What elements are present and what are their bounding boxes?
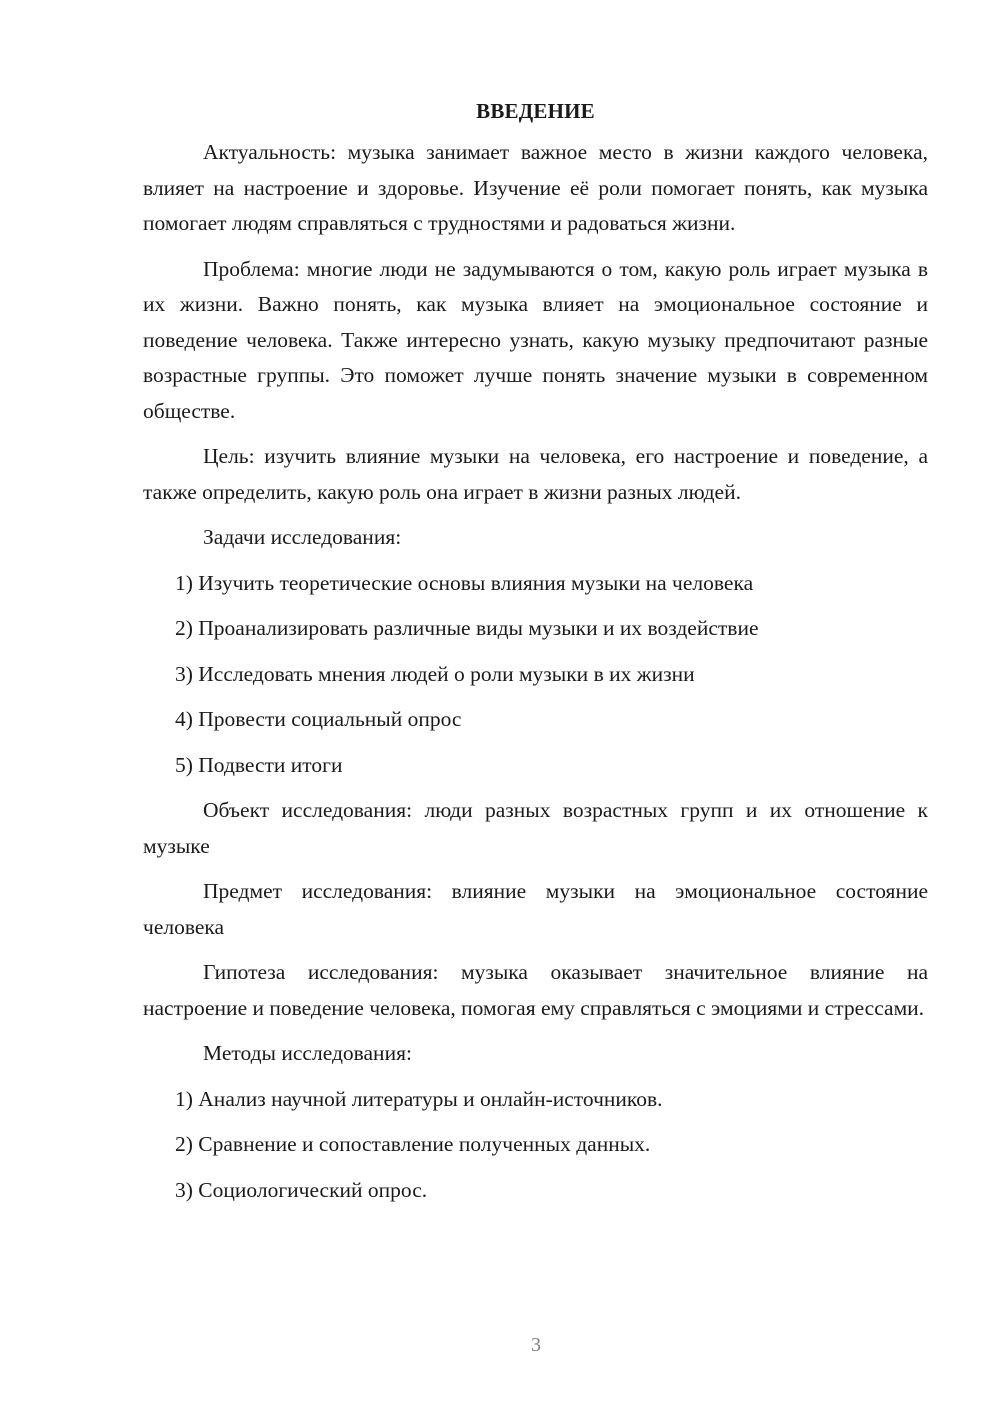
hypothesis-paragraph: Гипотеза исследования: музыка оказывает значительное влияние на настроение и поведение человека, помогая ему справляться с эмоциями и стрессами.	[143, 960, 928, 1020]
page-title: ВВЕДЕНИЕ	[476, 99, 595, 123]
relevance-paragraph: Актуальность: музыка занимает важное место в жизни каждого человека, влияет на настроение и здоровье. Изучение её роли помогает понять, как музыка помогает людям справляться с трудностями и радоваться жизни.	[143, 140, 928, 235]
method-item: 2) Сравнение и сопоставление полученных данных.	[175, 1132, 651, 1156]
task-item: 1) Изучить теоретические основы влияния музыки на человека	[175, 570, 754, 595]
tasks-label: Задачи исследования:	[203, 525, 402, 549]
method-item: 3) Социологический опрос.	[175, 1177, 428, 1202]
task-item: 3) Исследовать мнения людей о роли музыки в их жизни	[175, 661, 695, 686]
document-page	[143, 95, 928, 1218]
methods-label: Методы исследования:	[203, 1041, 412, 1065]
subject-paragraph: Предмет исследования: влияние музыки на эмоциональное состояние человека	[143, 879, 928, 939]
tasks-list	[143, 566, 928, 784]
task-item: 4) Провести социальный опрос	[175, 707, 462, 731]
task-item: 5) Подвести итоги	[175, 752, 343, 777]
object-paragraph: Объект исследования: люди разных возрастных групп и их отношение к музыке	[143, 798, 928, 858]
problem-paragraph: Проблема: многие люди не задумываются о том, какую роль играет музыка в их жизни. Важно понять, как музыка влияет на эмоциональное состояние и поведение человека. Также интересно узнать, какую музыку предпочитают разные возрастные группы. Это поможет лучше понять значение музыки в современном обществе.	[143, 256, 928, 423]
method-item: 1) Анализ научной литературы и онлайн-источников.	[175, 1086, 663, 1111]
methods-list	[143, 1082, 928, 1209]
goal-paragraph: Цель: изучить влияние музыки на человека, его настроение и поведение, а также определить, какую роль она играет в жизни разных людей.	[143, 444, 928, 504]
task-item: 2) Проанализировать различные виды музыки и их воздействие	[175, 616, 759, 640]
page-number: 3	[531, 1334, 541, 1356]
